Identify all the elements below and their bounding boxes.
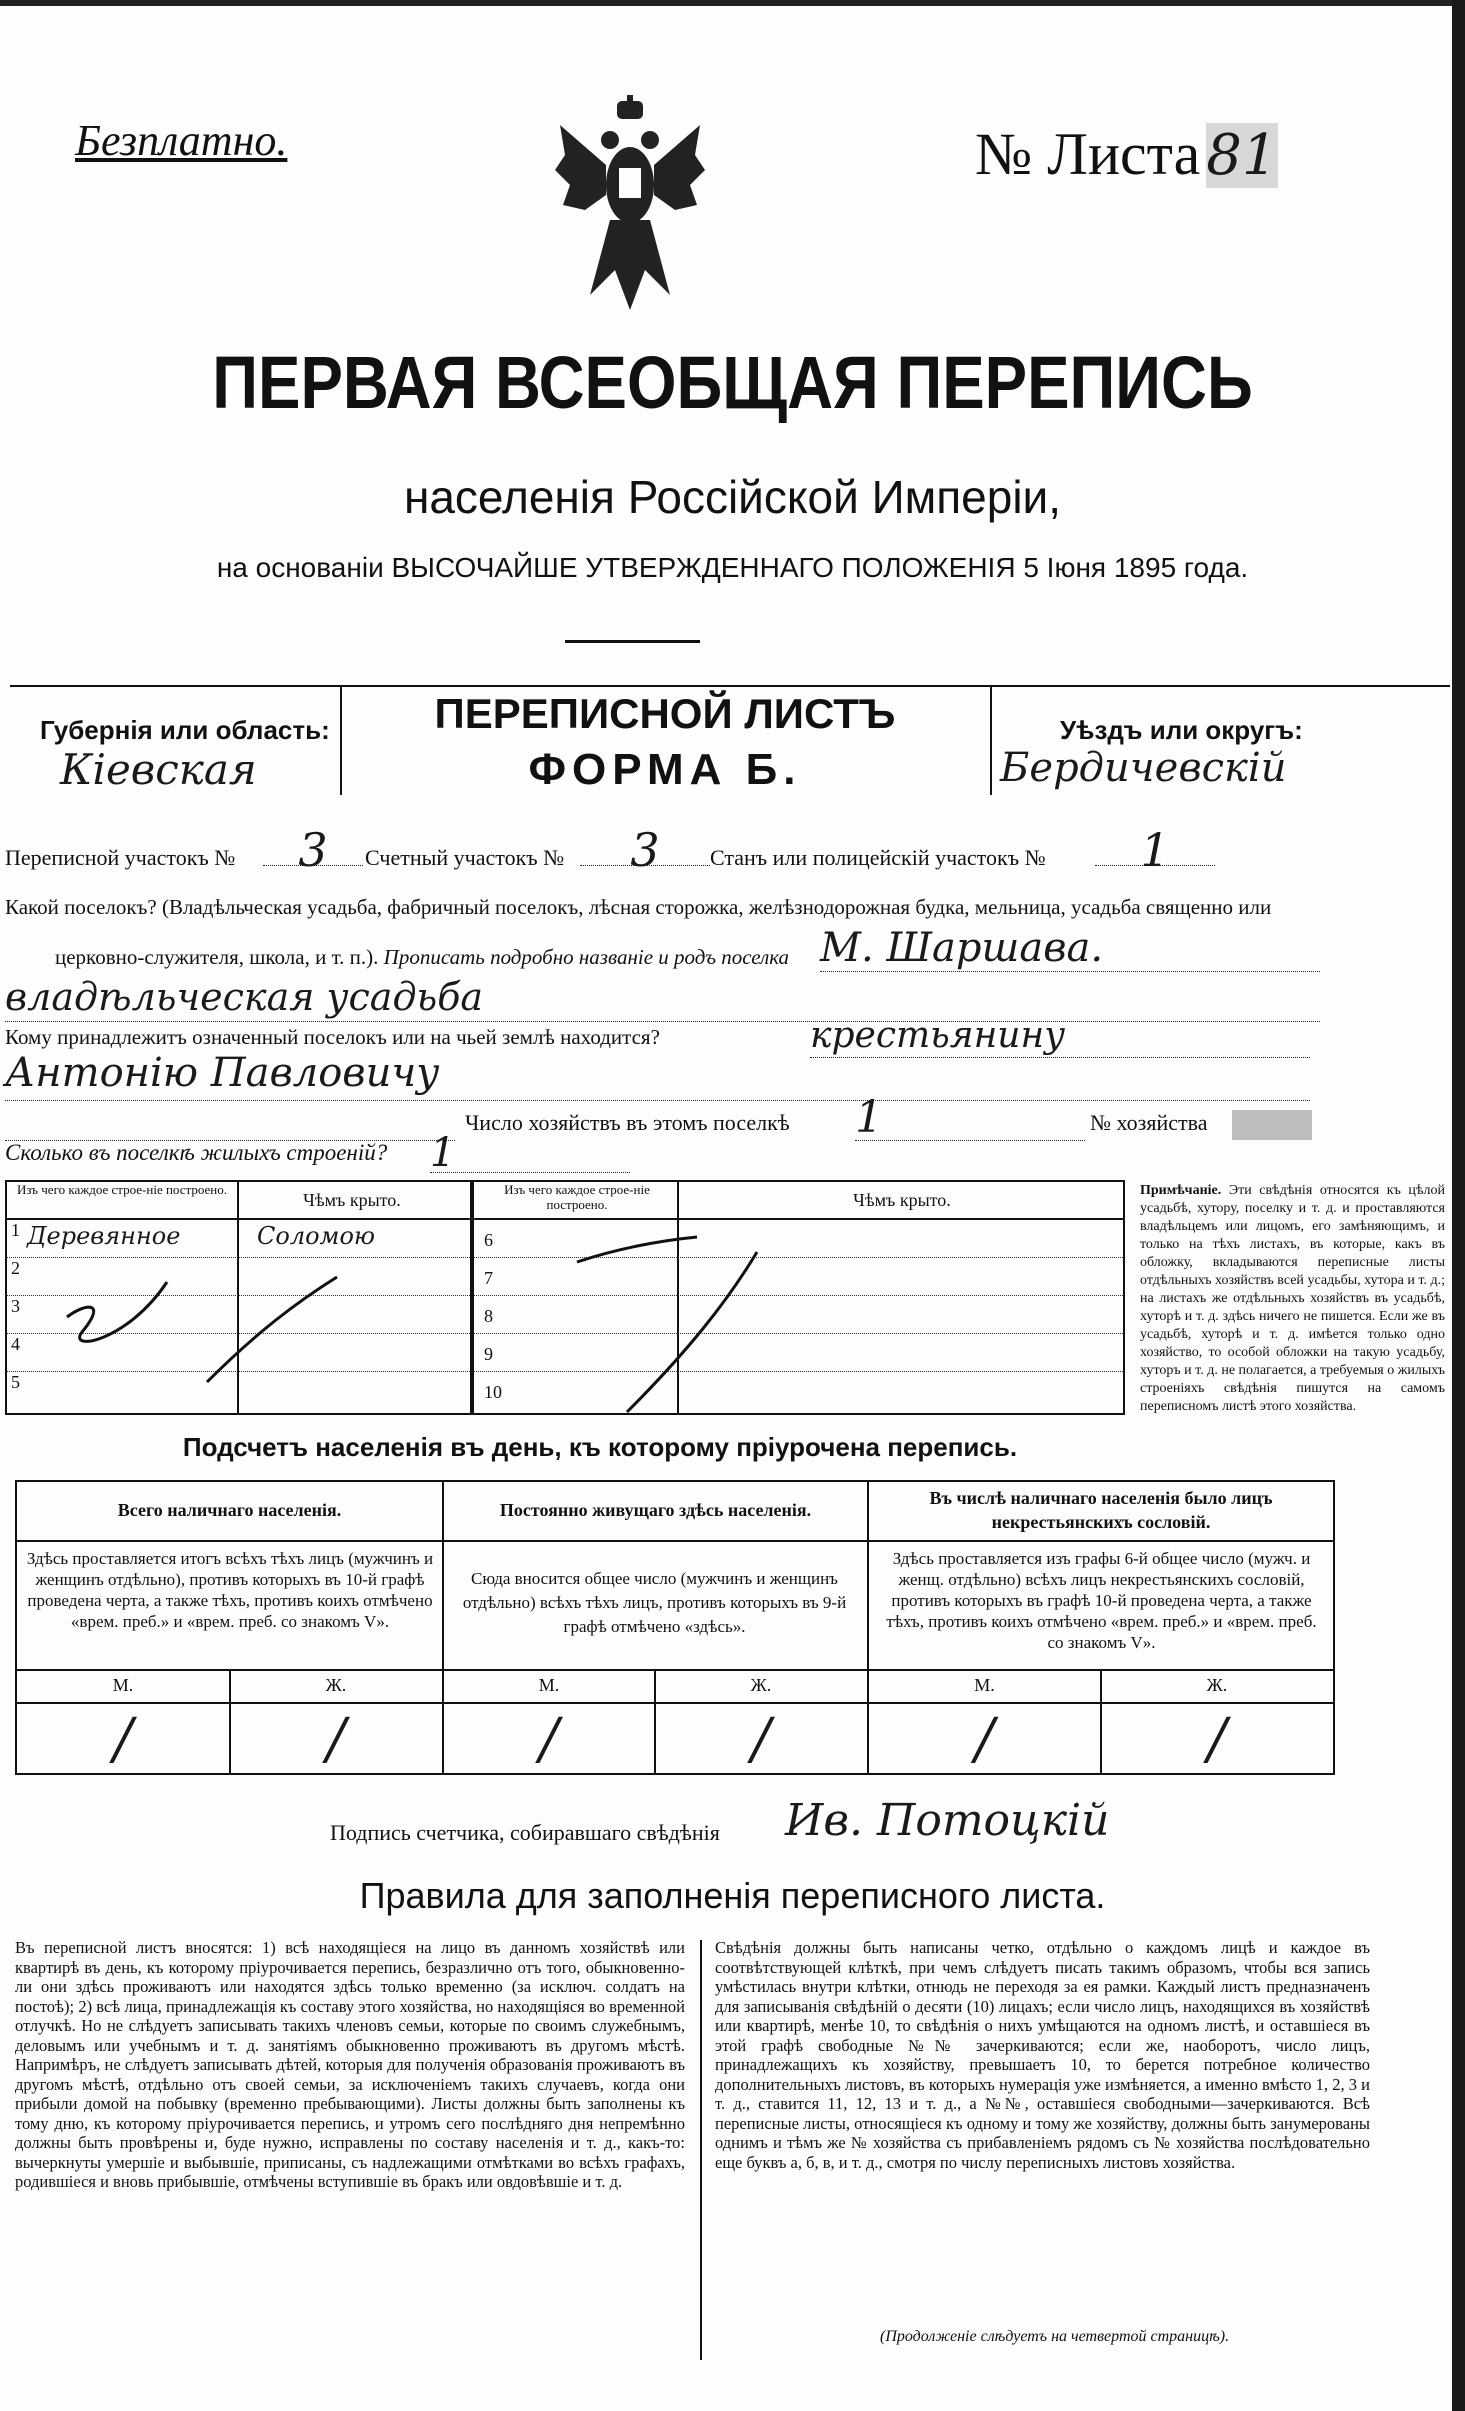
divider bbox=[10, 685, 1450, 687]
owner-value: крестьянину bbox=[810, 1015, 1310, 1058]
households-label: Число хозяйствъ въ этомъ поселкѣ bbox=[465, 1110, 790, 1135]
count-value: / bbox=[751, 1707, 771, 1772]
uchastok-row bbox=[5, 823, 1445, 885]
table-row: 8 bbox=[474, 1296, 1123, 1334]
col3-text: Здѣсь проставляется изъ графы 6-й общее число (мужч. и женщ. отдѣльно) всѣхъ лицъ некрестьянскихъ сословій, противъ которыхъ въ графѣ 10-й проведена черта, а также тѣхъ, противъ коихъ отмѣчено «врем. преб.» и «врем. преб. со знакомъ V». bbox=[886, 1549, 1317, 1652]
rules-continued: (Продолженіе слѣдуетъ на четвертой страницѣ). bbox=[880, 2328, 1230, 2345]
col1-head: Всего наличнаго населенія. bbox=[117, 1500, 342, 1520]
m-label: М. bbox=[538, 1675, 560, 1695]
count-value: / bbox=[539, 1707, 559, 1772]
zh-label: Ж. bbox=[1206, 1675, 1228, 1695]
col-header: Чѣмъ крыто. bbox=[303, 1190, 401, 1210]
zh-label: Ж. bbox=[750, 1675, 772, 1695]
sheet-no-value: 81 bbox=[1206, 123, 1278, 188]
rules-left: Въ переписной листъ вносятся: 1) всѣ находящіеся на лицо въ данномъ хозяйствѣ или квартирѣ въ день, къ которому пріурочивается перепись, безразлично отъ того, обыкновенно-ли они здѣсь проживаютъ или находятся здѣсь только временно (за исключ. солдатъ на постоѣ); 2) всѣ лица, принадлежащія къ составу этого хозяйства, но находящіяся во временной отлучкѣ. Но не слѣдуетъ записывать такихъ членовъ семьи, которые по своимъ служебнымъ, деловымъ или учебнымъ и т. д. занятіямъ обыкновенно проживаютъ въ другомъ мѣстѣ. Напримѣръ, не слѣдуетъ записывать дѣтей, которыя для полученія образованія проживаютъ въ другомъ мѣстѣ, отдѣльно отъ своей семьи, за исключеніемъ такихъ случаевъ, когда они прибыли домой на побывку (временно пребывающими). Листы должны быть заполнены къ тому дню, къ которому пріурочивается перепись, и утромъ сего послѣдняго дня непремѣнно должны быть провѣрены и, буде нужно, исправлены по составу населенія и т. д., какъ-то: вычеркнуты умершіе и выбывшіе, приписаны, съ надлежащими отмѣтками во всѣхъ графахъ, родившіеся и вновь прибывшіе, отмѣчены вступившіе въ бракъ или овдовѣвшіе и т. д. bbox=[15, 1938, 685, 2191]
owner-label: Кому принадлежитъ означенный поселокъ или на чьей землѣ находится? bbox=[5, 1025, 660, 1049]
divider bbox=[17, 1540, 1333, 1542]
divider bbox=[990, 685, 992, 795]
owner-value-2: Антонію Павловичу bbox=[5, 1050, 1310, 1101]
uchastok-label: Переписной участокъ № bbox=[5, 845, 236, 870]
divider bbox=[340, 685, 342, 795]
col-header: Чѣмъ крыто. bbox=[853, 1190, 951, 1210]
page-title: ПЕРВАЯ ВСЕОБЩАЯ ПЕРЕПИСЬ bbox=[212, 341, 1253, 424]
col2-head: Постоянно живущаго здѣсь населенія. bbox=[499, 1500, 812, 1520]
schetny-label: Счетный участокъ № bbox=[365, 845, 565, 870]
row1-material: Деревянное bbox=[27, 1222, 181, 1250]
row1-roof: Соломою bbox=[257, 1222, 376, 1250]
uchastok-value: 3 bbox=[263, 823, 363, 866]
poselok-value-2: владѣльческая усадьба bbox=[5, 975, 1320, 1022]
note-title: Примѣчаніе. bbox=[1140, 1183, 1222, 1198]
poselok-value: М. Шаршава. bbox=[820, 925, 1320, 972]
table-row: 6 bbox=[474, 1220, 1123, 1258]
divider bbox=[17, 1669, 1333, 1671]
sheet-number bbox=[975, 120, 1278, 189]
rules-title: Правила для заполненія переписного листа. bbox=[359, 1875, 1106, 1916]
note-text: Эти свѣдѣнія относятся къ цѣлой усадьбѣ, хутору, поселку и т. д. и проставляются владѣльцемъ или лицомъ, его замѣняющимъ, и только на тѣхъ листахъ, въ которые, какъ въ обложку, вкладываются переписные листы отдѣльныхъ хозяйствъ всей усадьбы, хутора и т. д.; на листахъ же отдѣльныхъ хозяйствъ въ усадьбѣ, хуторѣ и т. д. здѣсь ничего не пишется. Если же въ усадьбѣ, хуторѣ и т. д. имѣется только одно хозяйство, то особой обложки на такую усадьбу, хуторъ и т. д. не полагается, а требуемыя о жилыхъ строеніяхъ свѣдѣнія пишутся на самомъ переписномъ листѣ этого хозяйства. bbox=[1140, 1183, 1446, 1414]
uezd-label: Уѣздъ или округъ: bbox=[1060, 715, 1303, 745]
table-row: 1 bbox=[7, 1220, 470, 1258]
gubernia-label: Губернія или область: bbox=[40, 715, 330, 745]
buildings-label: Сколько въ поселкѣ жилыхъ строеній? bbox=[5, 1140, 388, 1165]
gubernia-value: Кіевская bbox=[60, 745, 257, 794]
poselok-hint3: Прописать подробно названіе и родъ поселка bbox=[383, 945, 790, 969]
zh-label: Ж. bbox=[325, 1675, 347, 1695]
form-title: ФОРМА Б. bbox=[528, 745, 802, 794]
page-subtitle: населенія Россійской Имперіи, bbox=[403, 471, 1062, 523]
divider bbox=[700, 1940, 702, 2360]
table-row: 4 bbox=[7, 1334, 470, 1372]
sheet-title: ПЕРЕПИСНОЙ ЛИСТЪ bbox=[434, 690, 896, 737]
signature-label: Подпись счетчика, собиравшаго свѣдѣнія bbox=[330, 1820, 720, 1845]
free-label: Безплатно. bbox=[75, 116, 288, 165]
signature-value: Ив. Потоцкій bbox=[785, 1795, 1110, 1846]
buildings-table bbox=[5, 1180, 1125, 1415]
strike-marks bbox=[7, 1182, 1123, 1414]
household-no-field bbox=[1232, 1110, 1312, 1140]
col-header: Изъ чего каждое строе-ніе построено. bbox=[17, 1182, 227, 1197]
table-row: 9 bbox=[474, 1334, 1123, 1372]
sheet-no-label: № Листа bbox=[975, 121, 1201, 187]
table-row: 7 bbox=[474, 1258, 1123, 1296]
right-edge bbox=[1452, 0, 1465, 2411]
households-value: 1 bbox=[855, 1092, 1085, 1141]
stan-value: 1 bbox=[1095, 823, 1215, 866]
col3-head: Въ числѣ наличнаго населенія было лицъ некрестьянскихъ сословій. bbox=[929, 1488, 1273, 1532]
note bbox=[1140, 1182, 1445, 1416]
m-label: М. bbox=[974, 1675, 995, 1695]
table-row: 5 bbox=[11, 1372, 20, 1392]
count-table bbox=[15, 1480, 1335, 1775]
poselok-row-2 bbox=[55, 945, 789, 970]
poselok-row bbox=[5, 895, 1271, 920]
table-row: 3 bbox=[7, 1296, 470, 1334]
poselok-hint: (Владѣльческая усадьба, фабричный поселокъ, лѣсная сторожка, желѣзнодорожная будка, мельница, усадьба священно или bbox=[161, 895, 1272, 919]
buildings-value: 1 bbox=[430, 1130, 630, 1173]
blank-line bbox=[5, 1110, 455, 1141]
m-label: М. bbox=[112, 1675, 134, 1695]
col2-text: Сюда вносится общее число (мужчинъ и женщинъ отдѣльно) всѣхъ тѣхъ лицъ, противъ которыхъ въ 9-й графѣ отмѣчено «здѣсь». bbox=[462, 1569, 847, 1636]
rules-right: Свѣдѣнія должны быть написаны четко, отдѣльно о каждомъ лицѣ и каждое въ соотвѣтствующей клѣткѣ, при чемъ слѣдуетъ писать такимъ образомъ, чтобы вся запись умѣстилась внутри клѣтки, отнюдь не переходя за ея рамки. Каждый листъ предназначенъ для записыванія свѣдѣній о десяти (10) лицахъ; если число лицъ, находящихся въ хозяйствѣ или квартирѣ, менѣе 10, то свѣдѣнія о нихъ умѣщаются на одномъ листѣ, и оставшіеся въ этой графѣ свободные №№ зачеркиваются; если же, наоборотъ, число лицъ, принадлежащихъ къ хозяйству, превышаетъ 10, то берется потребное количество дополнительныхъ листовъ, въ которыхъ нумерація уже измѣняется, а именно вмѣсто 1, 2, 3 и т. д., ставится 11, 12, 13 и т. д., а №№, оставшіеся свободными—зачеркиваются. Всѣ переписные листы, относящіеся къ одному и тому же хозяйству, должны быть занумерованы однимъ и тѣмъ же № хозяйства съ прибавленіемъ рядомъ съ № хозяйства послѣдовательно еще буквъ а, б, в, и т. д., смотря по числу переписныхъ листовъ хозяйства. bbox=[715, 1938, 1370, 2172]
basis-line: на основаніи ВЫСОЧАЙШЕ УТВЕРЖДЕННАГО ПОЛОЖЕНІЯ 5 Іюня 1895 года. bbox=[216, 552, 1249, 583]
stan-label: Станъ или полицейскій участокъ № bbox=[710, 845, 1046, 870]
household-no-label: № хозяйства bbox=[1090, 1110, 1208, 1135]
col-header: Изъ чего каждое строе-ніе построено. bbox=[504, 1182, 650, 1212]
top-edge bbox=[0, 0, 1465, 6]
eagle-emblem-icon bbox=[555, 95, 705, 315]
poselok-hint2: церковно-служителя, школа, и т. п.). bbox=[55, 945, 379, 969]
table-row: 2 bbox=[7, 1258, 470, 1296]
table-row: 10 bbox=[484, 1382, 502, 1402]
count-value: / bbox=[326, 1707, 346, 1772]
schetny-value: 3 bbox=[580, 823, 710, 866]
divider bbox=[565, 640, 700, 643]
count-title: Подсчетъ населенія въ день, къ которому пріурочена перепись. bbox=[182, 1432, 1018, 1462]
count-value: / bbox=[1207, 1707, 1227, 1772]
divider bbox=[17, 1702, 1333, 1704]
count-value: / bbox=[975, 1707, 994, 1772]
col1-text: Здѣсь проставляется итогъ всѣхъ тѣхъ лицъ (мужчинъ и женщинъ отдѣльно), противъ которыхъ въ 10-й графѣ проведена черта, а также тѣхъ, противъ коихъ отмѣчено «врем. преб.» и «врем. преб. со знакомъ V». bbox=[26, 1549, 434, 1631]
poselok-label: Какой поселокъ? bbox=[5, 895, 157, 919]
count-value: / bbox=[113, 1707, 133, 1772]
uezd-value: Бердичевскій bbox=[1000, 745, 1287, 791]
